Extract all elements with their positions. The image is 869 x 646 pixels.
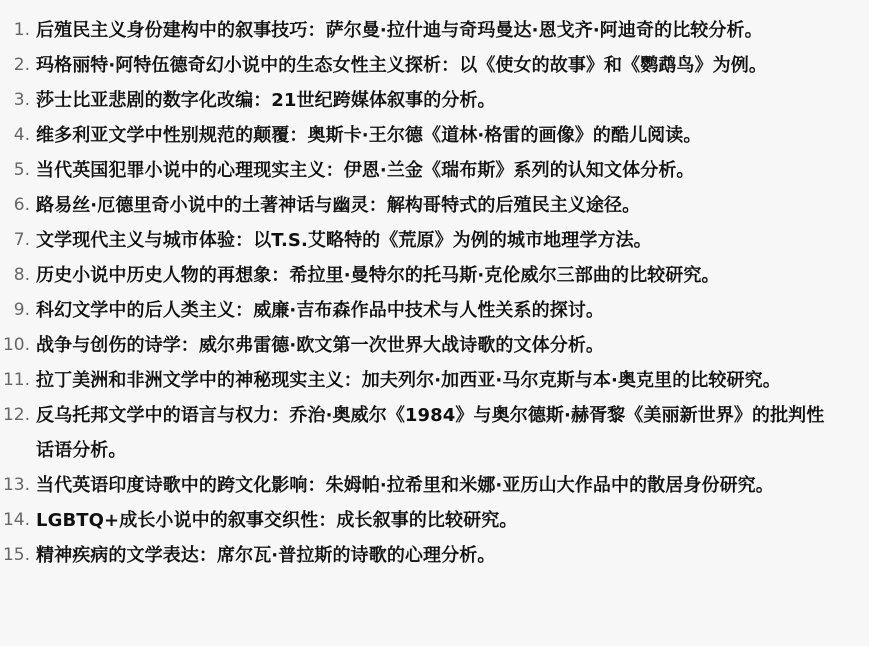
item-text: 路易丝·厄德里奇小说中的土著神话与幽灵：解构哥特式的后殖民主义途径。 — [36, 195, 641, 216]
item-text: 战争与创伤的诗学：威尔弗雷德·欧文第一次世界大战诗歌的文体分析。 — [36, 335, 605, 356]
list-item — [0, 398, 869, 468]
item-text: 当代英语印度诗歌中的跨文化影响：朱姆帕·拉希里和米娜·亚历山大作品中的散居身份研究。 — [36, 475, 774, 496]
topic-list — [0, 13, 869, 573]
item-text: 后殖民主义身份建构中的叙事技巧：萨尔曼·拉什迪与奇玛曼达·恩戈齐·阿迪奇的比较分析。 — [36, 20, 763, 41]
item-number: 11. — [2, 370, 30, 390]
item-number: 7. — [13, 230, 30, 250]
list-item — [0, 258, 869, 293]
item-text: 文学现代主义与城市体验：以T.S.艾略特的《荒原》为例的城市地理学方法。 — [36, 230, 652, 251]
item-number: 9. — [13, 300, 30, 320]
item-text: 科幻文学中的后人类主义：威廉·吉布森作品中技术与人性关系的探讨。 — [36, 300, 605, 321]
item-number: 8. — [13, 265, 30, 285]
item-number: 2. — [13, 55, 30, 75]
list-item — [0, 293, 869, 328]
item-text: 拉丁美洲和非洲文学中的神秘现实主义：加夫列尔·加西亚·马尔克斯与本·奥克里的比较研究。 — [36, 370, 781, 391]
list-item — [0, 468, 869, 503]
item-number: 13. — [2, 475, 30, 495]
list-item — [0, 83, 869, 118]
item-number: 12. — [2, 405, 30, 425]
item-number: 6. — [13, 195, 30, 215]
item-text: 反乌托邦文学中的语言与权力：乔治·奥威尔《1984》与奥尔德斯·赫胥黎《美丽新世界》的批判性话语分析。 — [36, 405, 825, 461]
list-item — [0, 188, 869, 223]
item-number: 14. — [2, 510, 30, 530]
list-item — [0, 538, 869, 573]
list-item — [0, 13, 869, 48]
list-item — [0, 118, 869, 153]
item-text: 莎士比亚悲剧的数字化改编：21世纪跨媒体叙事的分析。 — [36, 90, 496, 111]
list-item — [0, 153, 869, 188]
list-item — [0, 503, 869, 538]
item-text: 精神疾病的文学表达：席尔瓦·普拉斯的诗歌的心理分析。 — [36, 545, 496, 566]
item-number: 10. — [2, 335, 30, 355]
item-text: 维多利亚文学中性别规范的颠覆：奥斯卡·王尔德《道林·格雷的画像》的酷儿阅读。 — [36, 125, 702, 146]
item-text: 当代英国犯罪小说中的心理现实主义：伊恩·兰金《瑞布斯》系列的认知文体分析。 — [36, 160, 695, 181]
list-item — [0, 48, 869, 83]
item-number: 4. — [13, 125, 30, 145]
item-text: 玛格丽特·阿特伍德奇幻小说中的生态女性主义探析：以《使女的故事》和《鹦鹉鸟》为例。 — [36, 55, 767, 76]
list-item — [0, 328, 869, 363]
item-text: 历史小说中历史人物的再想象：希拉里·曼特尔的托马斯·克伦威尔三部曲的比较研究。 — [36, 265, 720, 286]
item-number: 5. — [13, 160, 30, 180]
item-text: LGBTQ+成长小说中的叙事交织性：成长叙事的比较研究。 — [36, 510, 518, 531]
list-item — [0, 223, 869, 258]
list-item — [0, 363, 869, 398]
item-number: 3. — [13, 90, 30, 110]
item-number: 15. — [2, 545, 30, 565]
item-number: 1. — [13, 20, 30, 40]
